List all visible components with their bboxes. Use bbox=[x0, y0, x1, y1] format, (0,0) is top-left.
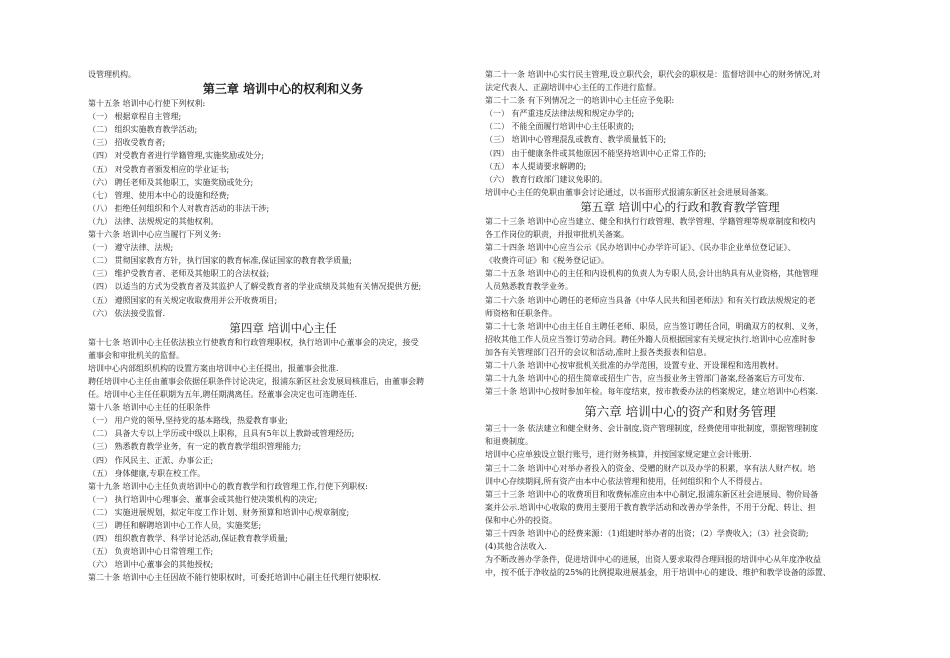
text-line: 训中心存续期间,所有资产由本中心依法管理和使用，任何组织和个人不得侵占。 bbox=[485, 476, 768, 486]
text-line: 聘任培训中心主任由董事会依据任职条件讨论决定，报浦东新区社会发展局核准后，由董事会聘 bbox=[88, 376, 424, 386]
text-line: （一） 执行培训中心理事会、董事会或其他行使决策机构的决定; bbox=[88, 494, 318, 504]
text-line: （三） 维护受教育者、老师及其他职工的合法权益; bbox=[88, 269, 270, 279]
text-line: （二） 不能全面履行培训中心主任职责的; bbox=[485, 122, 635, 132]
text-line: 培训中心内部组织机构的设置方案由培训中心主任提出，报董事会批准. bbox=[88, 363, 339, 373]
text-line: 第二十六条 培训中心聘任的老师应当具备《中华人民共和国老师法》和有关行政法规规定的老 bbox=[485, 295, 816, 305]
text-line: 第十八条 培训中心主任的任职条件 bbox=[88, 403, 211, 413]
text-line: 培训中心应单独设立银行账号，进行财务核算，并按国家规定建立会计账册. bbox=[485, 450, 752, 460]
text-line: 为不断改善办学条件，促进培训中心的进展，出资人要求取得合理回报的培训中心从年度净收益 bbox=[485, 555, 821, 565]
text-line: 第二十一条 培训中心实行民主管理,设立职代会，职代会的职权是：监督培训中心的财务情况,对 bbox=[485, 70, 821, 79]
text-line: 第十五条 培训中心行使下列权利: bbox=[88, 99, 206, 109]
text-line: （九） 法律、法规规定的其他权利。 bbox=[88, 216, 219, 226]
text-line: 第二十三条 培训中心应当建立、健全和执行行政管理、教学管理、学籍管理等规章制度和校内 bbox=[485, 216, 816, 226]
text-line: （二） 具备大专以上学历或中级以上职称，且具有5年以上教龄或管理经历; bbox=[88, 429, 355, 439]
text-line: 《收费许可证》和《税务登记证》。 bbox=[485, 256, 609, 266]
chapter-6-body bbox=[485, 422, 875, 579]
text-line: 董事会和审批机关的监督。 bbox=[88, 350, 184, 360]
text-line: （四） 以适当的方式为受教育者及其监护人了解受教育者的学业成绩及其他有关情况提供方便; bbox=[88, 282, 422, 292]
text-line: 第二十八条 培训中心按审批机关批准的办学范围，设置专业、开设课程和选用教材。 bbox=[485, 360, 784, 370]
text-line: （八） 拒绝任何组织和个人对教育活动的非法干涉; bbox=[88, 203, 270, 213]
text-line: （三） 培训中心管理混乱或教育、教学质量低下的; bbox=[485, 135, 667, 145]
text-line: 第三十条 培训中心按时参加年检。每年度结束，按市教委办法的档案规定，建立培训中心档案. bbox=[485, 387, 819, 397]
text-line: （五） 遵照国家的有关规定收取费用并公开收费项目; bbox=[88, 295, 278, 305]
text-line: （四） 组织教育教学、科学讨论活动,保证教育教学质量; bbox=[88, 534, 288, 544]
text-line: （一） 用户党的领导,坚持党的基本路线，热爱教育事业; bbox=[88, 416, 288, 426]
text-line: 招收其他工作人员应当签订劳动合同。聘任外籍人员根据国家有关规定执行.培训中心应准时参 bbox=[485, 334, 816, 344]
chapter-4-continued-body bbox=[485, 68, 875, 199]
text-line: 任。培训中心主任任职期为五年,聘任期满离任。经董事会决定也可连聘连任. bbox=[88, 390, 358, 400]
text-line: （三） 招收受教育者; bbox=[88, 138, 166, 148]
text-line: 第十七条 培训中心主任依法独立行使教育和行政管理职权，执行培训中心董事会的决定，接受 bbox=[88, 337, 419, 347]
text-line: （二） 实施进展规划，拟定年度工作计划、财务预算和培训中心规章制度; bbox=[88, 507, 350, 517]
text-line: （五） 身体健康,专职在校工作。 bbox=[88, 468, 206, 478]
text-line: 保和中心外的投资。 bbox=[485, 515, 557, 525]
text-line: （一） 有严重违反法律法规和规定办学的; bbox=[485, 109, 635, 119]
text-line: （六） 聘任老师及其他职工，实施奖励或处分; bbox=[88, 177, 254, 187]
text-line: （二） 组织实施教育教学活动; bbox=[88, 125, 198, 135]
text-line: 第二十二条 有下列情况之一的培训中心主任应予免职: bbox=[485, 96, 675, 106]
text-line: （六） 依法接受监督. bbox=[88, 308, 166, 318]
text-line: （四） 对受教育者进行学籍管理,实施奖励或处分; bbox=[88, 151, 264, 161]
text-line: 案并公示.培训中心收取的费用主要用于教育教学活动和改善办学条件，不用于分配、转让、担 bbox=[485, 502, 816, 512]
text-line: 第三十二条 培训中心对举办者投入的资金、受赠的财产以及办学的积累，享有法人财产权。培 bbox=[485, 463, 816, 473]
text-line: （四） 作风民主、正派、办事公正; bbox=[88, 455, 214, 465]
text-line: （一） 根据章程自主管理; bbox=[88, 112, 182, 122]
text-line: 第十六条 培训中心应当履行下列义务: bbox=[88, 230, 222, 240]
text-line: 各工作岗位的职责，并报审批机关备案。 bbox=[485, 230, 629, 240]
text-line: （三） 聘任和解聘培训中心工作人员，实施奖惩; bbox=[88, 521, 262, 530]
text-line: （六） 教育行政部门建议免职的。 bbox=[485, 174, 608, 184]
text-line: 培训中心主任的免职由董事会讨论通过，以书面形式报浦东新区社会进展局备案。 bbox=[485, 187, 773, 197]
text-line: 第二十四条 培训中心应当公示《民办培训中心办学许可证》、《民办非企业单位登记证》、 bbox=[485, 243, 796, 253]
chapter-4-title: 第四章 培训中心主任 bbox=[229, 320, 337, 335]
text-line: （五） 本人提请要求解聘的; bbox=[485, 161, 587, 171]
text-line: （二） 贯彻国家教育方针，执行国家的教育标准,保证国家的教育教学质量; bbox=[88, 256, 352, 266]
text-line: 中，按不低于净收益的25%的比例提取进展基金，用于培训中心的建设、维护和教学设备的添置、 bbox=[485, 568, 831, 578]
text-line: 第二十条 培训中心主任因故不能行使职权时，可委托培训中心副主任代理行使职权. bbox=[88, 573, 382, 583]
text-line: （五） 对受教育者颁发相应的学业证书; bbox=[88, 164, 230, 174]
text-line: 加各有关管理部门召开的会议和活动,准时上报各类报表和信息。 bbox=[485, 347, 712, 357]
text-line: 第二十七条 培训中心由主任自主聘任老师、职员，应当签订聘任合同，明确双方的权利、义务， bbox=[485, 321, 824, 331]
text-line: 人员熟悉教育教学业务。 bbox=[485, 282, 573, 292]
right-column bbox=[485, 68, 875, 579]
text-line: 第三十一条 依法建立和健全财务、会计制度,资产管理制度，经费使用审批制度，票据管理制度 bbox=[485, 424, 819, 434]
chapter-5-title: 第五章 培训中心的行政和教育教学管理 bbox=[580, 199, 780, 214]
text-line: （六） 培训中心董事会的其他授权; bbox=[88, 560, 214, 570]
text-line: （七） 管理、使用本中心的设施和经费; bbox=[88, 190, 230, 200]
text-line: 师资格和任职条件。 bbox=[485, 308, 557, 318]
left-column bbox=[88, 68, 478, 584]
text-line: 第十九条 培训中心主任负责培训中心的教育教学和行政管理工作,行使下列职权: bbox=[88, 481, 368, 491]
text-line: 第二十五条 培训中心的主任和内设机构的负责人为专职人员,会计出纳具有从业资格，其他管理 bbox=[485, 269, 819, 279]
text-line: 第三十三条 培训中心的收费项目和收费标准应由本中心制定,报浦东新区社会进展局、物价局备 bbox=[485, 489, 819, 499]
chapter-6-title: 第六章 培训中心的资产和财务管理 bbox=[584, 404, 776, 420]
text-line: 法定代表人、正副培训中心主任的工作进行监督。 bbox=[485, 83, 661, 93]
text-line: (4)其他合法收入. bbox=[485, 542, 547, 552]
text-line: （三） 熟悉教育教学业务，有一定的教育教学组织管理能力; bbox=[88, 442, 302, 452]
text-line: （一） 遵守法律、法规; bbox=[88, 243, 174, 253]
text-line: （四） 由于健康条件或其他原因不能坚持培训中心正常工作的; bbox=[485, 148, 707, 158]
text-line: 和退费制度。 bbox=[485, 437, 533, 447]
chapter-3-body bbox=[88, 97, 478, 320]
chapter-3-title: 第三章 培训中心的权利和义务 bbox=[202, 82, 364, 97]
chapter-4-body bbox=[88, 336, 478, 585]
text-line: 第三十四条 培训中心的经费来源：（1)组建时举办者的出资；（2）学费收入；（3）社会资助; bbox=[485, 529, 809, 538]
chapter-5-body bbox=[485, 215, 875, 398]
text-line: （五） 负责培训中心日常管理工作; bbox=[88, 547, 214, 557]
left-top-line: 设管理机构。 bbox=[88, 70, 136, 79]
text-line: 第二十九条 培训中心的招生简章或招生广告，应当报业务主管部门备案,经备案后方可发布. bbox=[485, 374, 805, 384]
